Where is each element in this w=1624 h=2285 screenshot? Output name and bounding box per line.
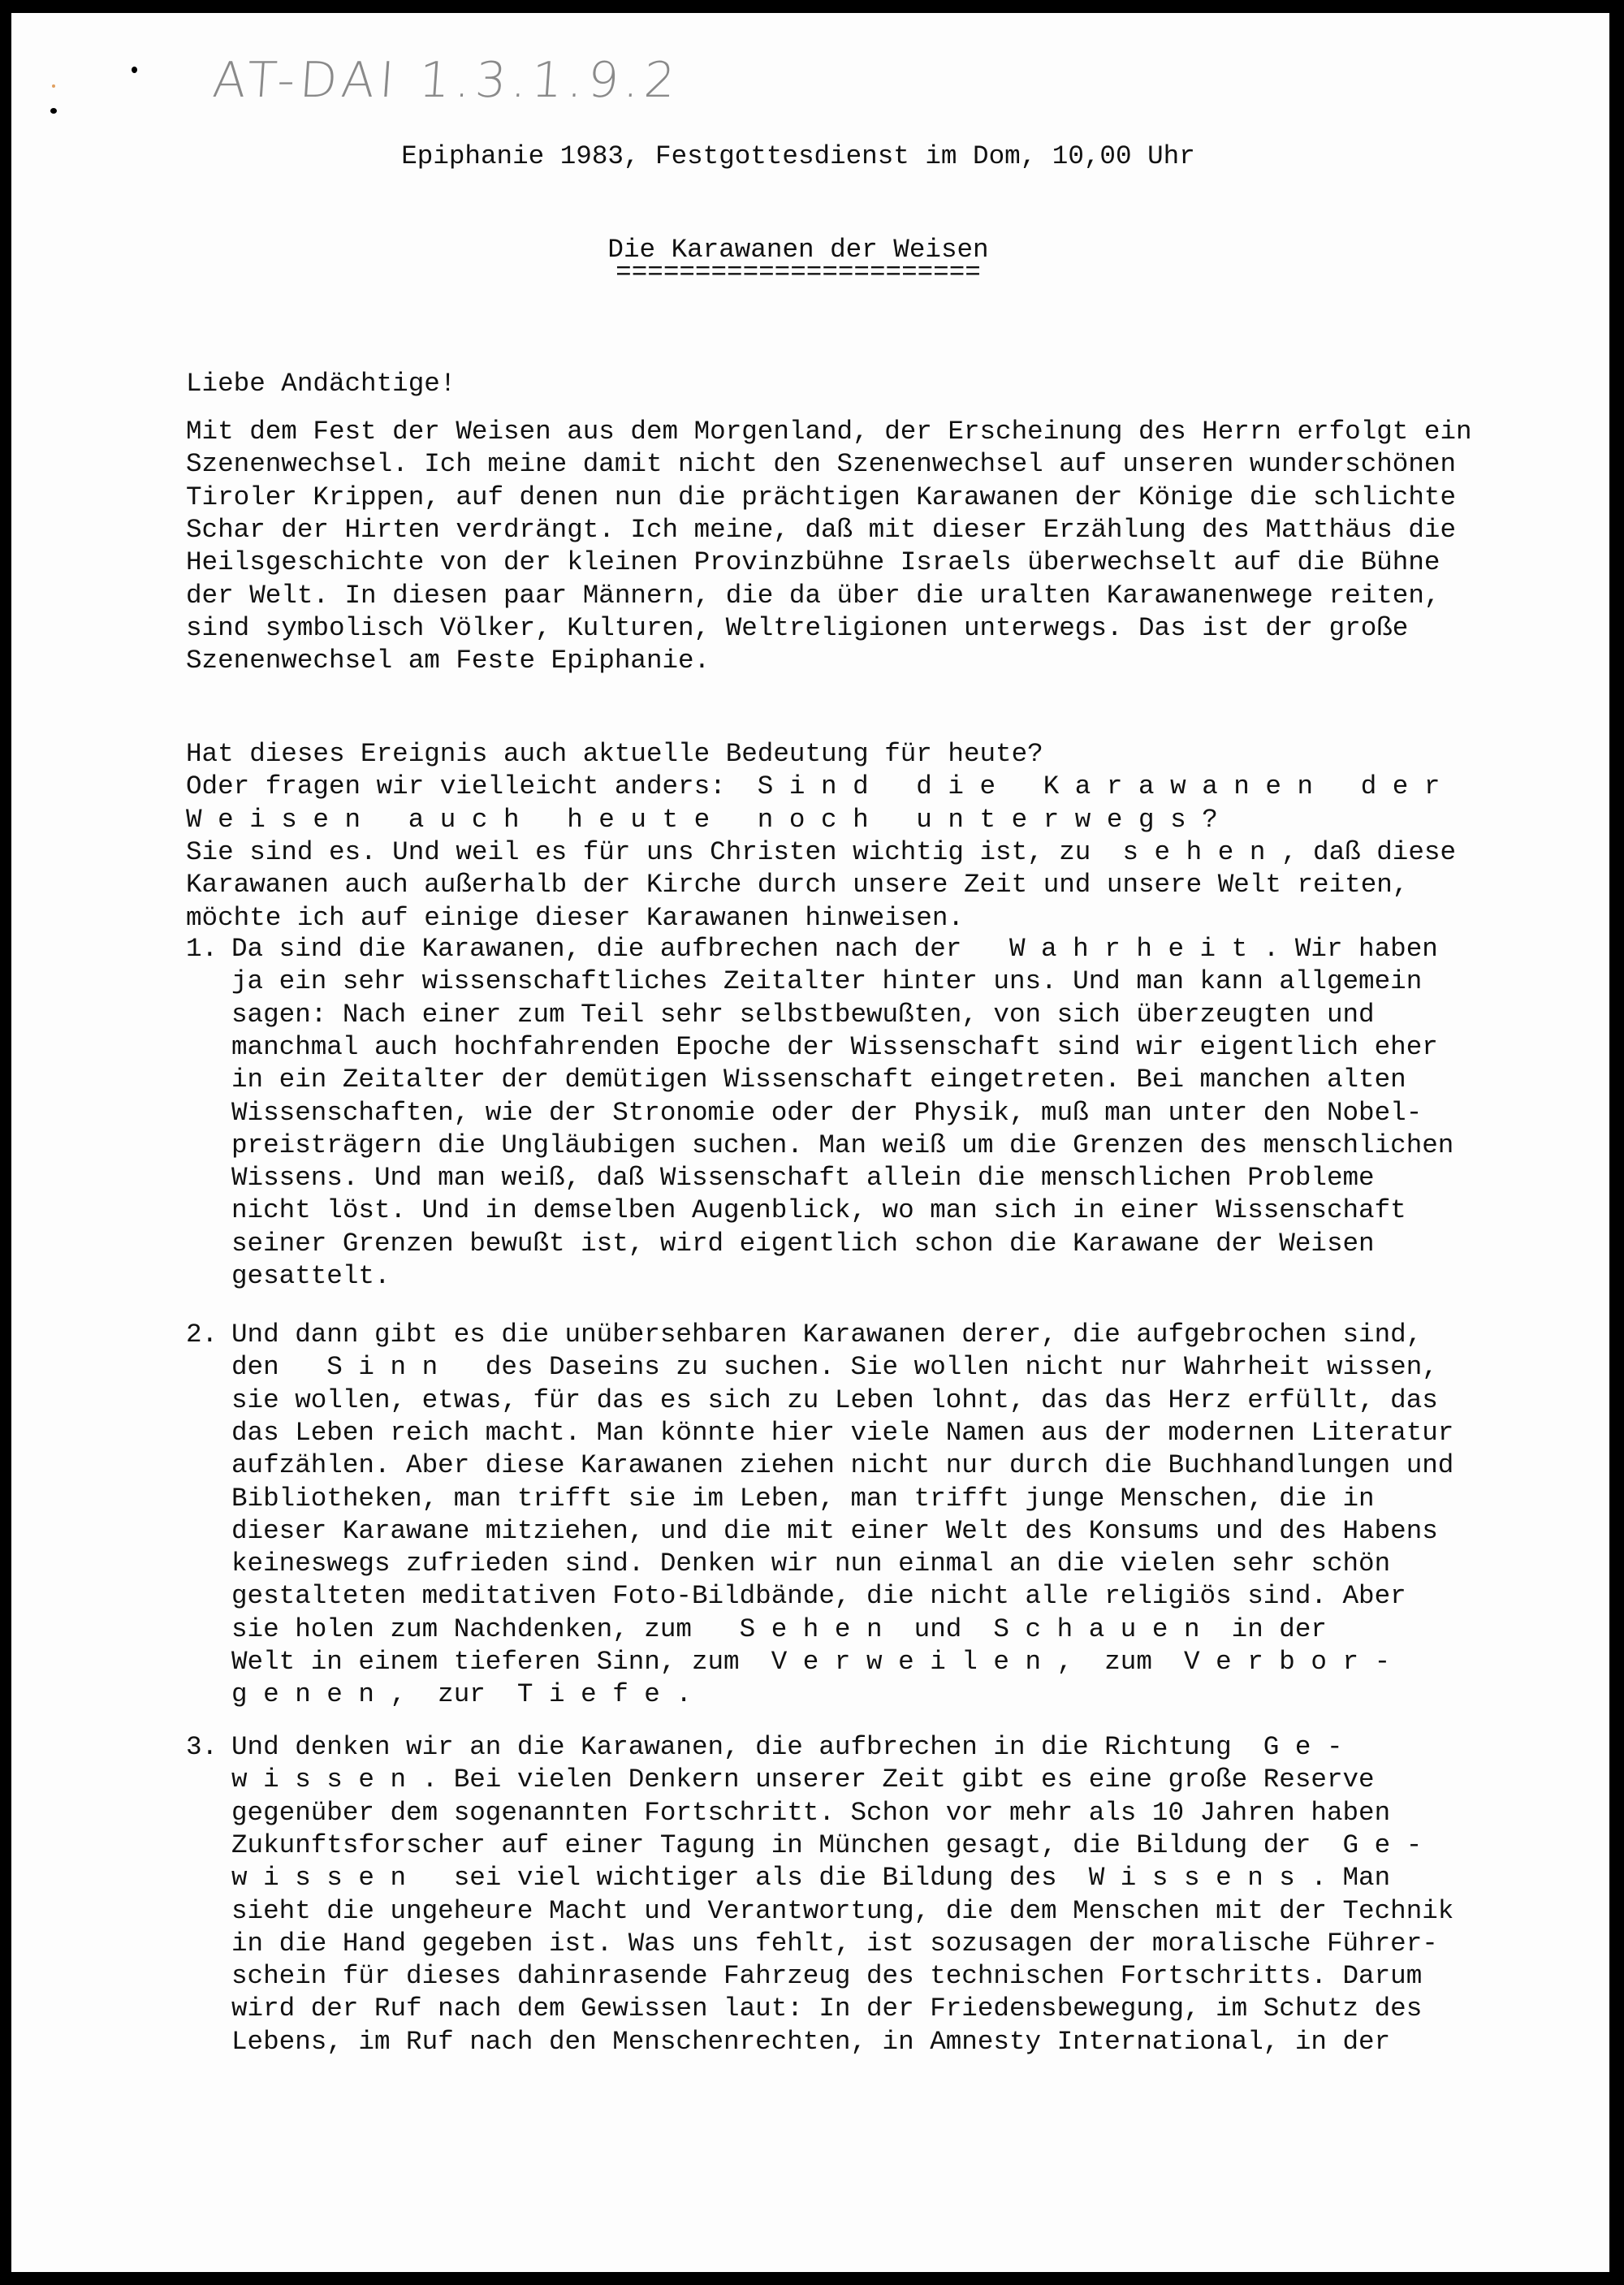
- point-number: 3.: [186, 1732, 218, 1762]
- point-line: aufzählen. Aber diese Karawanen ziehen nicht nur durch die Buchhandlungen und: [231, 1450, 1454, 1481]
- document-title: Die Karawanen der Weisen: [607, 235, 989, 265]
- point-line: manchmal auch hochfahrenden Epoche der Wissenschaft sind wir eigentlich eher: [231, 1031, 1438, 1062]
- intro-line: Heilsgeschichte von der kleinen Provinzbühne Israels überwechselt auf die Bühne: [186, 547, 1440, 578]
- point-line: Und dann gibt es die unübersehbaren Karawanen derer, die aufgebrochen sind,: [231, 1320, 1423, 1350]
- intro-line: Mit dem Fest der Weisen aus dem Morgenland, der Erscheinung des Herrn erfolgt ein: [186, 417, 1472, 447]
- salutation: Liebe Andächtige!: [186, 369, 456, 399]
- occasion-line: Epiphanie 1983, Festgottesdienst im Dom, 10,00 Uhr: [401, 141, 1195, 171]
- point-line: w i s s e n sei viel wichtiger als die Bildung des W i s s e n s . Man: [231, 1863, 1391, 1894]
- intro-line: Szenenwechsel am Feste Epiphanie.: [186, 646, 710, 676]
- point-line: keineswegs zufrieden sind. Denken wir nun einmal an die vielen sehr schön: [231, 1549, 1391, 1579]
- point-line: Wissens. Und man weiß, daß Wissenschaft allein die menschlichen Probleme: [231, 1163, 1375, 1194]
- question-line: möchte ich auf einige dieser Karawanen hinweisen.: [186, 902, 964, 933]
- point-line: sie holen zum Nachdenken, zum S e h e n und S c h a u e n in der: [231, 1613, 1327, 1644]
- point-line: Welt in einem tieferen Sinn, zum V e r w e i l e n , zum V e r b o r -: [231, 1647, 1391, 1677]
- title-underline: =======================: [615, 257, 981, 287]
- point-line: Und denken wir an die Karawanen, die aufbrechen in die Richtung G e -: [231, 1732, 1343, 1762]
- point-line: nicht löst. Und in demselben Augenblick, wo man sich in einer Wissenschaft: [231, 1195, 1406, 1226]
- point-line: w i s s e n . Bei vielen Denkern unserer Zeit gibt es eine große Reserve: [231, 1765, 1375, 1795]
- point-line: das Leben reich macht. Man könnte hier viele Namen aus der modernen Literatur: [231, 1417, 1454, 1448]
- intro-line: Szenenwechsel. Ich meine damit nicht den Szenenwechsel auf unseren wunderschönen: [186, 449, 1457, 480]
- point-line: Bibliotheken, man trifft sie im Leben, man trifft junge Menschen, die in: [231, 1483, 1375, 1514]
- point-line: gestalteten meditativen Foto-Bildbände, die nicht alle religiös sind. Aber: [231, 1581, 1406, 1612]
- ink-speck: [50, 108, 57, 114]
- point-line: sagen: Nach einer zum Teil sehr selbstbewußten, von sich überzeugten und: [231, 999, 1375, 1030]
- ink-speck: [52, 84, 55, 88]
- question-line: W e i s e n a u c h h e u t e n o c h u n t e r w e g s ?: [186, 804, 1218, 835]
- point-line: schein für dieses dahinrasende Fahrzeug des technischen Fortschritts. Darum: [231, 1961, 1423, 1992]
- intro-line: Schar der Hirten verdrängt. Ich meine, daß mit dieser Erzählung des Matthäus die: [186, 514, 1457, 545]
- intro-line: der Welt. In diesen paar Männern, die da über die uralten Karawanenwege reiten,: [186, 580, 1440, 611]
- question-line: Oder fragen wir vielleicht anders: S i n d d i e K a r a w a n e n d e r: [186, 771, 1440, 802]
- point-line: den S i n n des Daseins zu suchen. Sie wollen nicht nur Wahrheit wissen,: [231, 1352, 1438, 1383]
- document-page: [11, 13, 1609, 2272]
- point-line: gegenüber dem sogenannten Fortschritt. Schon vor mehr als 10 Jahren haben: [231, 1797, 1391, 1828]
- point-line: in ein Zeitalter der demütigen Wissenschaft eingetreten. Bei manchen alten: [231, 1065, 1406, 1095]
- point-line: seiner Grenzen bewußt ist, wird eigentlich schon die Karawane der Weisen: [231, 1228, 1375, 1259]
- intro-line: Tiroler Krippen, auf denen nun die prächtigen Karawanen der Könige die schlichte: [186, 482, 1457, 512]
- point-line: g e n e n , zur T i e f e .: [231, 1679, 692, 1710]
- point-line: in die Hand gegeben ist. Was uns fehlt, ist sozusagen der moralische Führer-: [231, 1928, 1438, 1959]
- point-line: sie wollen, etwas, für das es sich zu Leben lohnt, das das Herz erfüllt, das: [231, 1384, 1438, 1415]
- question-line: Hat dieses Ereignis auch aktuelle Bedeutung für heute?: [186, 739, 1043, 769]
- point-line: ja ein sehr wissenschaftliches Zeitalter hinter uns. Und man kann allgemein: [231, 966, 1423, 997]
- question-line: Karawanen auch außerhalb der Kirche durch unsere Zeit und unsere Welt reiten,: [186, 870, 1409, 901]
- point-number: 2.: [186, 1320, 218, 1350]
- ink-speck: [132, 67, 137, 73]
- point-line: wird der Ruf nach dem Gewissen laut: In der Friedensbewegung, im Schutz des: [231, 1993, 1423, 2024]
- point-line: gesattelt.: [231, 1261, 391, 1291]
- point-number: 1.: [186, 934, 218, 964]
- point-line: Zukunftsforscher auf einer Tagung in München gesagt, die Bildung der G e -: [231, 1829, 1423, 1860]
- point-line: preisträgern die Ungläubigen suchen. Man weiß um die Grenzen des menschlichen: [231, 1130, 1454, 1160]
- question-line: Sie sind es. Und weil es für uns Christen wichtig ist, zu s e h e n , daß diese: [186, 836, 1457, 867]
- point-line: dieser Karawane mitziehen, und die mit einer Welt des Konsums und des Habens: [231, 1515, 1438, 1546]
- point-line: Da sind die Karawanen, die aufbrechen nach der W a h r h e i t . Wir haben: [231, 934, 1438, 964]
- point-line: sieht die ungeheure Macht und Verantwortung, die dem Menschen mit der Technik: [231, 1895, 1454, 1926]
- intro-line: sind symbolisch Völker, Kulturen, Weltreligionen unterwegs. Das ist der große: [186, 612, 1409, 643]
- archive-signature: AT-DAI 1.3.1.9.2: [210, 52, 682, 109]
- point-line: Wissenschaften, wie der Stronomie oder der Physik, muß man unter den Nobel-: [231, 1097, 1423, 1128]
- point-line: Lebens, im Ruf nach den Menschenrechten, in Amnesty International, in der: [231, 2026, 1391, 2057]
